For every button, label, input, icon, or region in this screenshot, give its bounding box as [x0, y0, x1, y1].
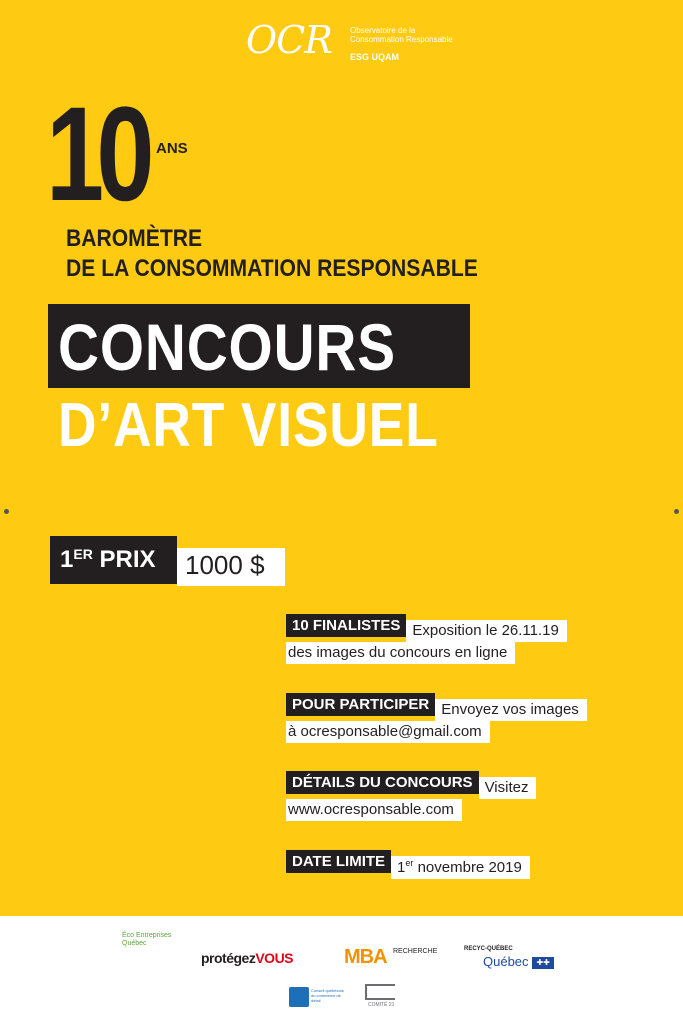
prize-label [50, 536, 177, 584]
info-label: DÉTAILS DU CONCOURS [286, 771, 479, 794]
prize-label-sup: ER [73, 546, 93, 562]
date-rest: novembre 2019 [413, 859, 522, 876]
info-line-2: des images du concours en ligne [286, 642, 515, 664]
barometre-line-1: BAROMÈTRE [66, 225, 203, 252]
info-value [391, 856, 530, 879]
fleur-de-lys-flag-icon: ✚✚ [532, 957, 554, 969]
info-label: DATE LIMITE [286, 850, 391, 873]
cqcd-logo-icon [289, 987, 309, 1007]
logo-line-1: Observatoire de la [350, 26, 416, 35]
info-value: Exposition le 26.11.19 [406, 620, 567, 642]
info-value: Visitez [479, 777, 537, 799]
cqcd-text: Conseil québécois du commerce de détail [311, 988, 344, 1003]
ocr-logo [246, 20, 466, 64]
vous-text: VOUS [255, 950, 294, 966]
comite21-logo-icon [365, 984, 395, 1000]
info-details [286, 771, 536, 821]
barometre-line-2: DE LA CONSOMMATION RESPONSABLE [66, 255, 478, 282]
grommet [4, 509, 9, 514]
eco-entreprises-text: Éco Entreprises Québec [122, 932, 172, 947]
anniversary-number: 10 [46, 80, 147, 229]
barometre-title [66, 224, 478, 284]
concours-heading: CONCOURS [58, 310, 396, 384]
info-date-limite [286, 850, 530, 879]
comite21-label: COMITÉ 21 [368, 1002, 395, 1008]
logo-mark: OCR [246, 18, 332, 62]
grommet [674, 509, 679, 514]
mba-text: MBA [344, 946, 387, 968]
comite21-text [368, 1002, 394, 1008]
info-label: POUR PARTICIPER [286, 693, 435, 716]
info-finalistes [286, 614, 567, 664]
prize-label-num: 1 [60, 546, 74, 573]
logo-line-2: Consommation Responsable [350, 35, 453, 44]
logo-esg: ESG UQAM [350, 52, 400, 62]
eco-entreprises-logo [122, 932, 172, 948]
recherche-text: RECHERCHE [393, 948, 438, 955]
mba-logo [344, 946, 387, 969]
date-num: 1 [397, 859, 406, 876]
prize-label-word: PRIX [99, 546, 156, 573]
info-line-2: www.ocresponsable.com [286, 799, 462, 821]
anniversary-ans: ANS [156, 140, 188, 157]
info-participer [286, 693, 587, 743]
quebec-text: Québec [483, 954, 529, 969]
info-label: 10 FINALISTES [286, 614, 406, 637]
sponsor-footer [0, 916, 683, 1024]
info-line-2: à ocresponsable@gmail.com [286, 721, 490, 743]
prize-value: 1000 $ [177, 548, 285, 586]
date-sup: er [405, 858, 414, 868]
logo-text [350, 26, 453, 44]
info-value: Envoyez vos images [435, 699, 587, 721]
art-visuel-heading: D’ART VISUEL [58, 391, 439, 460]
recyc-quebec-text: RECYC-QUÉBEC [464, 946, 513, 952]
protegez-vous-logo [201, 950, 293, 966]
quebec-logo [483, 954, 554, 969]
protegez-text: protégez [201, 950, 256, 966]
